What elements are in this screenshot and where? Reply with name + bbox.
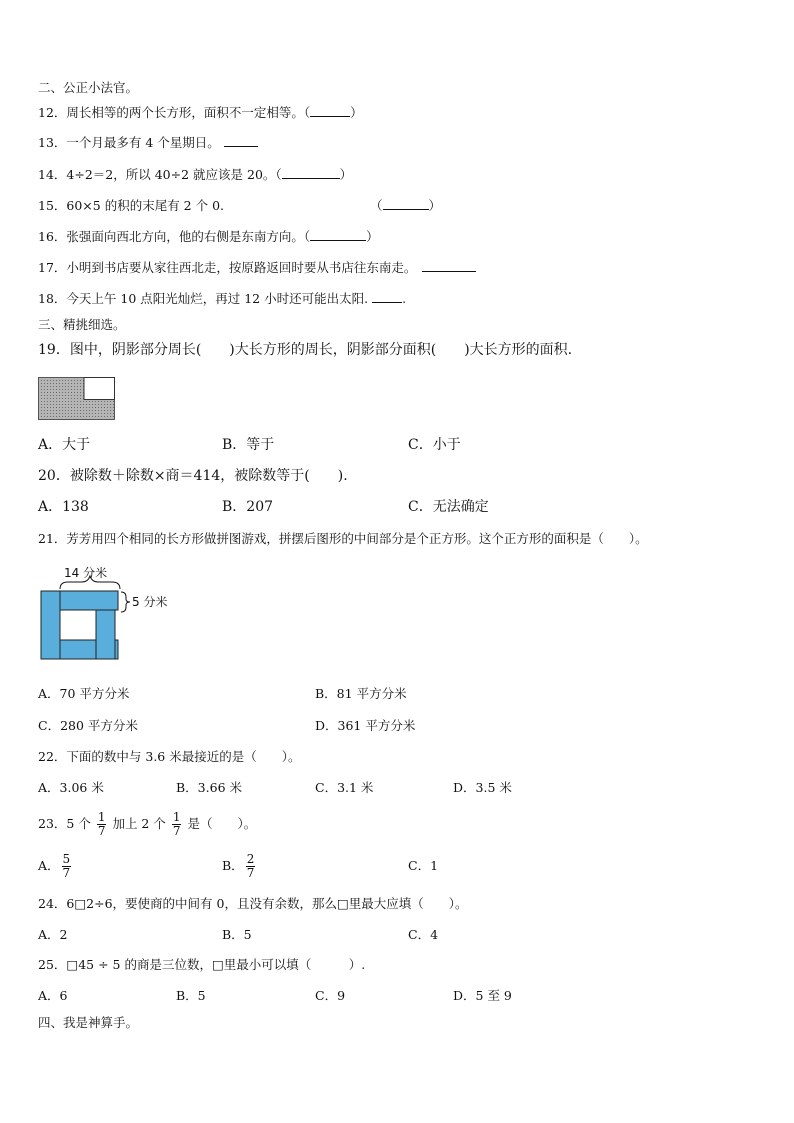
question-21 xyxy=(38,531,648,547)
section-heading-4: 四、我是神算手。 xyxy=(38,1015,139,1030)
rectangle-left xyxy=(41,591,60,659)
option-c[interactable]: C．3.1 米 xyxy=(315,780,374,795)
question-15 xyxy=(38,198,224,214)
figure-label-side: 5 分米 xyxy=(132,595,168,609)
option-a[interactable]: A．3.06 米 xyxy=(38,780,104,795)
brace-side xyxy=(121,592,130,612)
answer-blank[interactable] xyxy=(422,271,476,272)
bracket-open: （ xyxy=(370,198,383,213)
fraction: $\frac{5}{7}$ xyxy=(62,852,71,880)
question-number: 21． xyxy=(38,531,67,546)
question-number: 25． xyxy=(38,957,67,972)
question-number: 22． xyxy=(38,749,67,764)
cut-out-corner xyxy=(84,378,115,400)
bracket-close: ） xyxy=(350,105,363,120)
question-17 xyxy=(38,260,476,276)
question-text: 被除数＋除数×商＝414，被除数等于( ). xyxy=(69,468,348,484)
section-heading-3: 三、精挑细选。 xyxy=(38,317,126,332)
option-c[interactable]: C．4 xyxy=(408,927,439,942)
option-c[interactable]: C．9 xyxy=(315,988,346,1003)
option-b[interactable]: B．81 平方分米 xyxy=(315,686,407,701)
question-text: 芳芳用四个相同的长方形做拼图游戏，拼摆后图形的中间部分是个正方形。这个正方形的面积是（ ）。 xyxy=(66,531,648,546)
rectangle-right xyxy=(96,610,115,659)
option-a[interactable]: A．大于 xyxy=(38,437,91,453)
option-d[interactable]: D．3.5 米 xyxy=(453,780,512,795)
option-b[interactable]: B． $\frac{2}{7}$ xyxy=(222,852,255,880)
option-d[interactable]: D．361 平方分米 xyxy=(315,718,416,733)
option-b[interactable]: B．5 xyxy=(176,988,206,1003)
period: . xyxy=(402,291,407,306)
option-a[interactable]: A．70 平方分米 xyxy=(38,686,130,701)
rectangle-top xyxy=(60,591,118,610)
option-a[interactable]: A．6 xyxy=(38,988,68,1003)
center-square xyxy=(60,610,96,640)
question-text: 5 个 xyxy=(66,816,91,831)
question-text: □45 ÷ 5 的商是三位数，□里最小可以填（ ）. xyxy=(66,957,366,972)
question-22 xyxy=(38,749,300,765)
option-a[interactable]: A．138 xyxy=(38,499,89,515)
question-number: 20． xyxy=(38,468,70,484)
bracket-close: ） xyxy=(428,198,442,213)
answer-blank[interactable] xyxy=(310,240,366,241)
shaded-rectangle-figure xyxy=(38,377,118,421)
question-text: 加上 2 个 xyxy=(112,816,166,831)
option-c[interactable]: C．无法确定 xyxy=(408,499,489,515)
answer-blank[interactable] xyxy=(372,302,402,303)
answer-blank[interactable] xyxy=(224,146,258,147)
question-number: 17． xyxy=(38,260,67,275)
section-heading-2: 二、公正小法官。 xyxy=(38,80,139,95)
question-number: 16． xyxy=(38,229,67,244)
question-number: 24． xyxy=(38,896,67,911)
question-text: 4÷2＝2，所以 40÷2 就应该是 20。（ xyxy=(66,167,282,182)
question-text: 图中，阴影部分周长( )大长方形的周长，阴影部分面积( )大长方形的面积. xyxy=(69,342,573,358)
figure-label-top: 14 分米 xyxy=(64,566,108,580)
question-number: 14． xyxy=(38,167,67,182)
option-d[interactable]: D．5 至 9 xyxy=(453,988,512,1003)
fraction: $\frac{1}{7}$ xyxy=(97,810,106,838)
question-number: 15． xyxy=(38,198,67,213)
option-b[interactable]: B．207 xyxy=(222,499,274,515)
question-text: 小明到书店要从家往西北走，按原路返回时要从书店往东南走。 xyxy=(66,260,417,275)
question-text: 一个月最多有 4 个星期日。 xyxy=(66,135,220,150)
question-12 xyxy=(38,105,363,121)
question-number: 13． xyxy=(38,135,67,150)
question-14 xyxy=(38,167,352,183)
answer-blank[interactable] xyxy=(310,116,350,117)
question-number: 23． xyxy=(38,816,67,831)
option-c[interactable]: C．1 xyxy=(408,858,439,873)
question-13 xyxy=(38,135,258,151)
option-a[interactable]: A． $\frac{5}{7}$ xyxy=(38,852,71,880)
answer-blank[interactable] xyxy=(383,209,429,210)
question-text: 张强面向西北方向，他的右侧是东南方向。（ xyxy=(66,229,311,244)
question-text: 是（ ）。 xyxy=(187,816,257,831)
question-18 xyxy=(38,291,406,307)
bracket-close: ） xyxy=(339,167,353,182)
bracket-close: ） xyxy=(366,229,379,244)
question-number: 18． xyxy=(38,291,67,306)
option-a[interactable]: A．2 xyxy=(38,927,68,942)
question-19 xyxy=(38,342,572,358)
option-b[interactable]: B．等于 xyxy=(222,437,275,453)
question-number: 19． xyxy=(38,342,70,358)
option-b[interactable]: B．5 xyxy=(222,927,252,942)
question-text: 今天上午 10 点阳光灿烂，再过 12 小时还可能出太阳. xyxy=(66,291,369,306)
four-rectangles-figure xyxy=(38,562,178,666)
option-b[interactable]: B．3.66 米 xyxy=(176,780,242,795)
question-16 xyxy=(38,229,379,245)
option-c[interactable]: C．280 平方分米 xyxy=(38,718,138,733)
question-text: 60×5 的积的末尾有 2 个 0. xyxy=(66,198,225,213)
question-24 xyxy=(38,896,468,912)
question-text: 下面的数中与 3.6 米最接近的是（ ）。 xyxy=(66,749,301,764)
answer-blank[interactable] xyxy=(282,178,340,179)
question-15-bracket xyxy=(370,198,441,214)
question-number: 12． xyxy=(38,105,67,120)
question-25 xyxy=(38,957,365,973)
question-text: 周长相等的两个长方形，面积不一定相等。（ xyxy=(66,105,311,120)
option-c[interactable]: C．小于 xyxy=(408,437,461,453)
question-text: 6□2÷6，要使商的中间有 0，且没有余数，那么□里最大应填（ ）。 xyxy=(66,896,468,911)
question-23 xyxy=(38,808,256,840)
fraction: $\frac{2}{7}$ xyxy=(246,852,255,880)
question-20 xyxy=(38,468,348,484)
fraction: $\frac{1}{7}$ xyxy=(172,810,181,838)
